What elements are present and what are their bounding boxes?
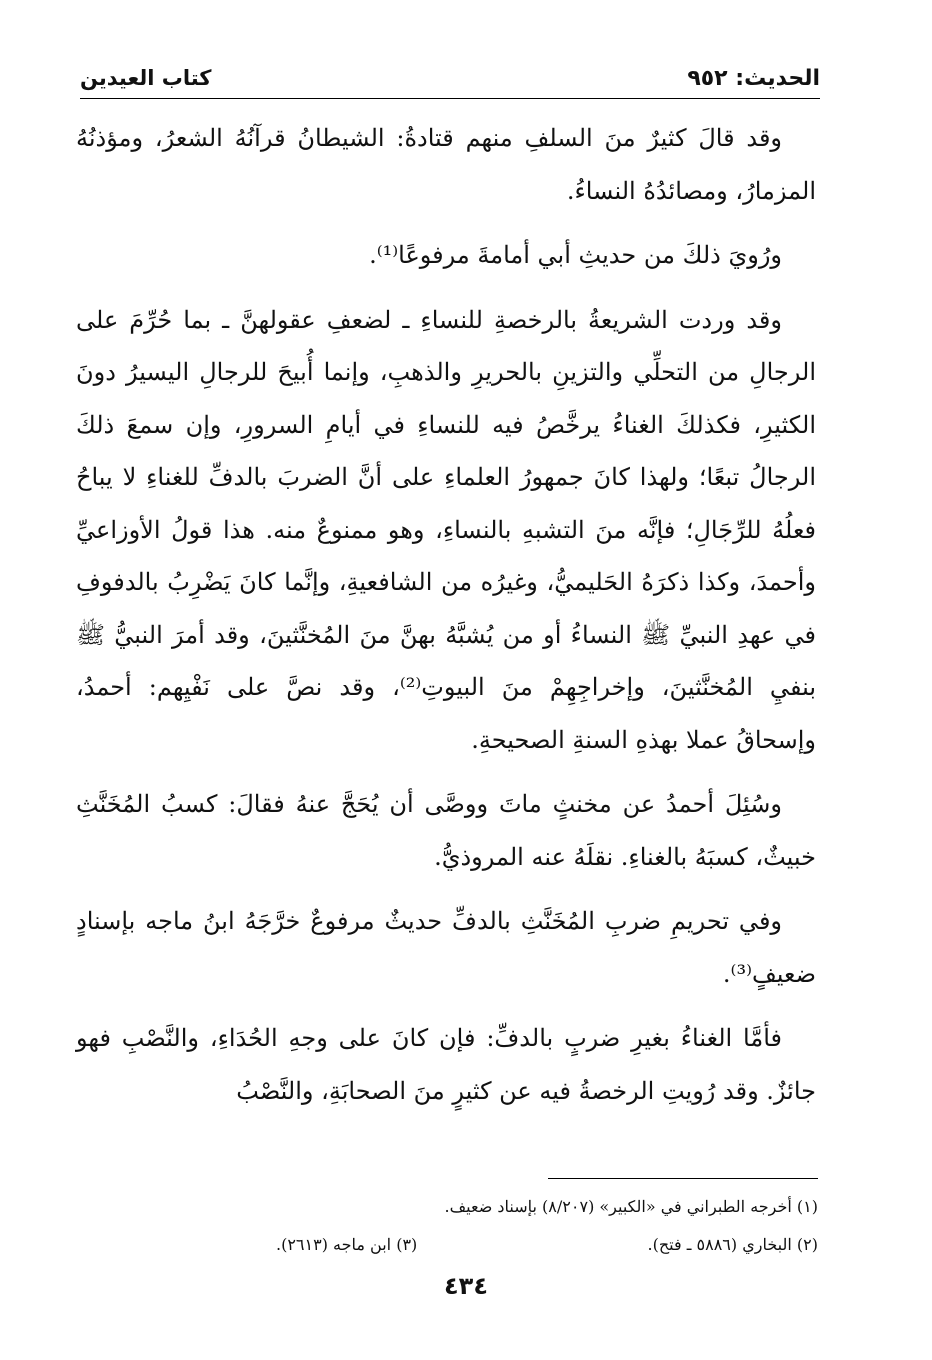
main-text [76,112,816,1129]
running-header [80,62,820,99]
footnote-3: (٣) ابن ماجه (٢٦١٣). [276,1235,418,1254]
paragraph-5: وفي تحريمِ ضربِ المُخَنَّثِ بالدفِّ حديثٌ مرفوعٌ خرَّجَهُ ابنُ ماجه بإسنادٍ ضعيفٍ⁽³⁾. [76,907,816,988]
paragraph-2: ورُويَ ذلكَ من حديثِ أبي أمامةَ مرفوعًا⁽¹⁾. [369,241,782,269]
footnote-2: (٢) البخاري (٥٨٨٦ ـ فتح). [647,1235,818,1254]
paragraph-6: فأمَّا الغناءُ بغيرِ ضربٍ بالدفِّ: فإن كانَ على وجهِ الحُدَاءِ، والنَّصْبِ فهو جائزٌ. وقد رُويتِ الرخصةُ فيه عن كثيرٍ منَ الصحابَةِ، والنَّصْبُ [76,1024,816,1105]
footnote-separator [548,1178,818,1179]
hadith-number-label: الحديث: ٩٥٢ [687,66,820,91]
paragraph-1: وقد قالَ كثيرٌ منَ السلفِ منهم قتادةُ: الشيطانُ قرآنُهُ الشعرُ، ومؤذنُهُ المزمارُ، ومصائدُهُ النساءُ. [76,124,816,205]
paragraph-3: وقد وردت الشريعةُ بالرخصةِ للنساءِ ـ لضعفِ عقولهنَّ ـ بما حُرِّمَ على الرجالِ من التحلِّي والتزينِ بالحريرِ والذهبِ، وإنما أُبيحَ للرجالِ اليسيرُ دونَ الكثيرِ، فكذلكَ الغناءُ يرخَّصُ فيه للنساءِ في أيامِ السرورِ، وإن سمعَ ذلكَ الرجالُ تبعًا؛ ولهذا كانَ جمهورُ العلماءِ على أنَّ الضربَ بالدفِّ للغناءِ لا يباحُ فعلُهُ للرِّجَالِ؛ فإنَّه منَ التشبهِ بالنساءِ، وهو ممنوعٌ منه. هذا قولُ الأوزاعيِّ وأحمدَ، وكذا ذكرَهُ الحَليميُّ، وغيرُه من الشافعيةِ، وإنَّما كانَ يَضْرِبُ بالدفوفِ في عهدِ النبيِّ ﷺ النساءُ أو من يُشبَّهُ بهنَّ منَ المُخنَّثينَ، وقد أمرَ النبيُّ ﷺ بنفيِ المُخنَّثينَ، وإخراجِهِمْ منَ البيوتِ⁽²⁾، وقد نصَّ على نَفْيِهم: أحمدُ، وإسحاقُ عملا بهذهِ السنةِ الصحيحةِ. [76,305,817,754]
book-title: كتاب العيدين [80,66,212,90]
footnote-1: (١) أخرجه الطبراني في «الكبير» (٨/٢٠٧) بإسناد ضعيف. [444,1197,818,1216]
footnotes [76,1188,818,1264]
page-number: ٤٣٤ [444,1272,488,1300]
paragraph-4: وسُئِلَ أحمدُ عن مخنثٍ ماتَ ووصَّى أن يُحَجَّ عنهُ فقالَ: كسبُ المُخَنَّثِ خبيثٌ، كسبَهُ بالغناءِ. نقلَهُ عنه المروذيُّ. [76,790,816,871]
footnote-row [76,1226,818,1264]
